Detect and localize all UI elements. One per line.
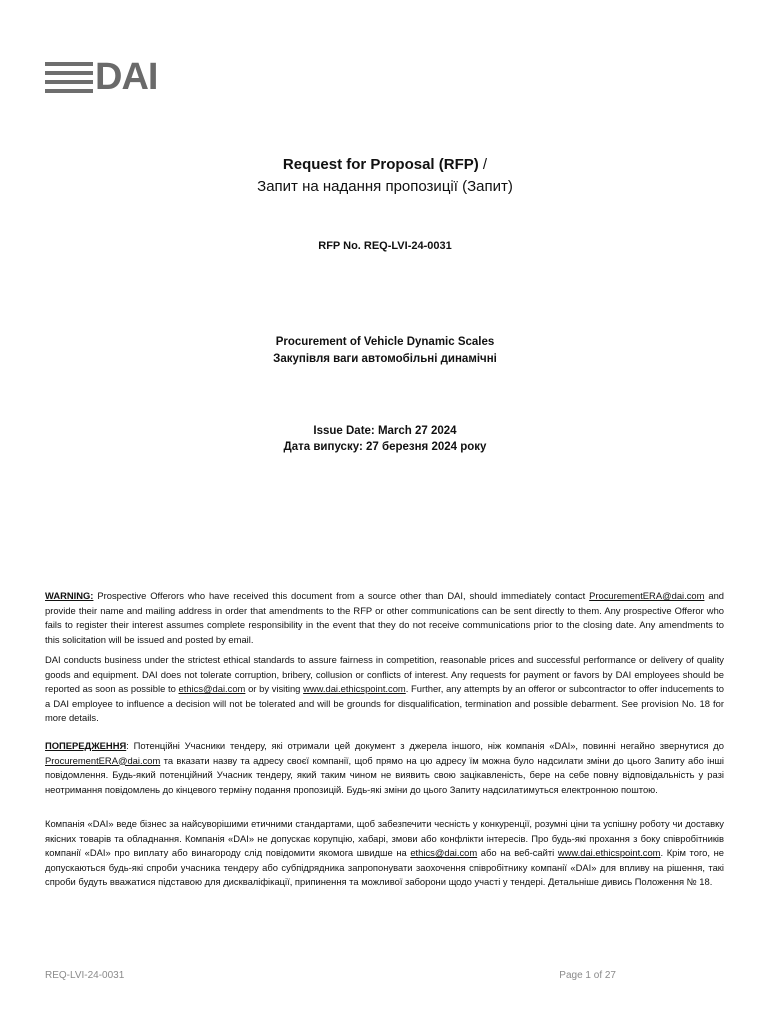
footer-reference: REQ-LVI-24-0031 — [45, 970, 125, 981]
ethics-paragraph-ukrainian: Компанія «DAI» веде бізнес за найсуворішими етичними стандартами, щоб забезпечити чесність у конкуренції, розумні ціни та успішну роботу чи доставку якісних товарів та обладнання. Компанія «DAI» не допускає корупцію, хабарі, змови або конфлікти інтересів. Про будь-які прохання з боку співробітників компанії «DAI» про виплату або винагороду слід повідомити якомога швидше на ethics@dai.com або на веб-сайті www.dai.ethicspoint.com. Крім того, не допускаються будь-які спроби учасника тендеру або субпідрядника запропонувати заохочення співробітнику компанії «DAI» для впливу на рішення, такі спроби будуть вважатися підставою для дискваліфікації, припинення та можливої заборони щодо участі у тендері. Детальніше дивись Положення № 18. — [45, 818, 724, 887]
warning-label: WARNING: — [45, 590, 94, 601]
ethics-email-link[interactable]: ethics@dai.com — [178, 683, 246, 694]
ethicspoint-link[interactable]: www.dai.ethicspoint.com — [303, 683, 406, 694]
ethics-email-link-ukrainian[interactable]: ethics@dai.com — [410, 847, 478, 858]
logo-wordmark: DAI — [95, 56, 158, 98]
ethicspoint-link-ukrainian[interactable]: www.dai.ethicspoint.com — [557, 847, 661, 858]
rfp-number: RFP No. REQ-LVI-24-0031 — [318, 240, 452, 252]
warning-paragraph-english: WARNING: Prospective Offerors who have received this document from a source other than DAI, should immediately contact ProcurementERA@dai.com and provide their name and mailing address in order that amendments to the RFP or other communications can be sent directly to them. Any prospective Offeror who fails to register their interest assumes complete responsibility in the event that they do not receive communications prior to the closing date. Any amendments to this solicitation will be issued and posted by email. — [45, 590, 724, 645]
procurement-email-link-ukrainian[interactable]: ProcurementERA@dai.com — [45, 754, 161, 766]
warning-paragraph-ukrainian: ПОПЕРЕДЖЕННЯ: Потенційні Учасники тендеру, які отримали цей документ з джерела іншого, ніж компанія «DAI», повинні негайно звернутися до ProcurementERA@dai.com та вказати назву та адресу своєї компанії, щоб прямо на цю адресу їм можна було надсилати зміни до цього Запиту або інші повідомлення. Будь-який потенційний Учасник тендеру, який таким чином не виявить свою зацікавленість, бере на себе повну відповідальність у разі неотримання повідомлень до кінцевого терміну подання пропозицій. Будь-які зміни до цього Запиту надсилатимуться електронною поштою. — [45, 740, 724, 795]
logo-stripes-icon — [45, 62, 93, 93]
ethics-paragraph-english: DAI conducts business under the strictest ethical standards to assure fairness in competition, reasonable prices and successful performance or delivery of quality goods and equipment. DAI does not tolerate corruption, bribery, collusion or conflicts of interest. Any requests for payment or favors by DAI employees should be reported as soon as possible to ethics@dai.com or by visiting www.dai.ethicspoint.com. Further, any attempts by an offeror or subcontractor to offer inducements to a DAI employee to influence a decision will not be tolerated and will be grounds for disqualification, termination and possible debarment. See provision No. 18 for more details. — [45, 654, 724, 723]
procurement-title-english: Procurement of Vehicle Dynamic Scales — [275, 336, 495, 348]
dai-logo — [45, 56, 165, 98]
footer-page-number: Page 1 of 27 — [559, 970, 616, 981]
procurement-email-link[interactable]: ProcurementERA@dai.com — [589, 590, 705, 601]
issue-date-ukrainian: Дата випуску: 27 березня 2024 року — [283, 441, 487, 453]
title-english: Request for Proposal (RFP) / — [282, 156, 488, 173]
procurement-title-ukrainian: Закупівля ваги автомобільні динамічні — [273, 353, 497, 365]
issue-date-english: Issue Date: March 27 2024 — [313, 425, 457, 437]
title-ukrainian: Запит на надання пропозиції (Запит) — [257, 178, 513, 195]
warning-label-ukrainian: ПОПЕРЕДЖЕННЯ — [45, 740, 127, 751]
